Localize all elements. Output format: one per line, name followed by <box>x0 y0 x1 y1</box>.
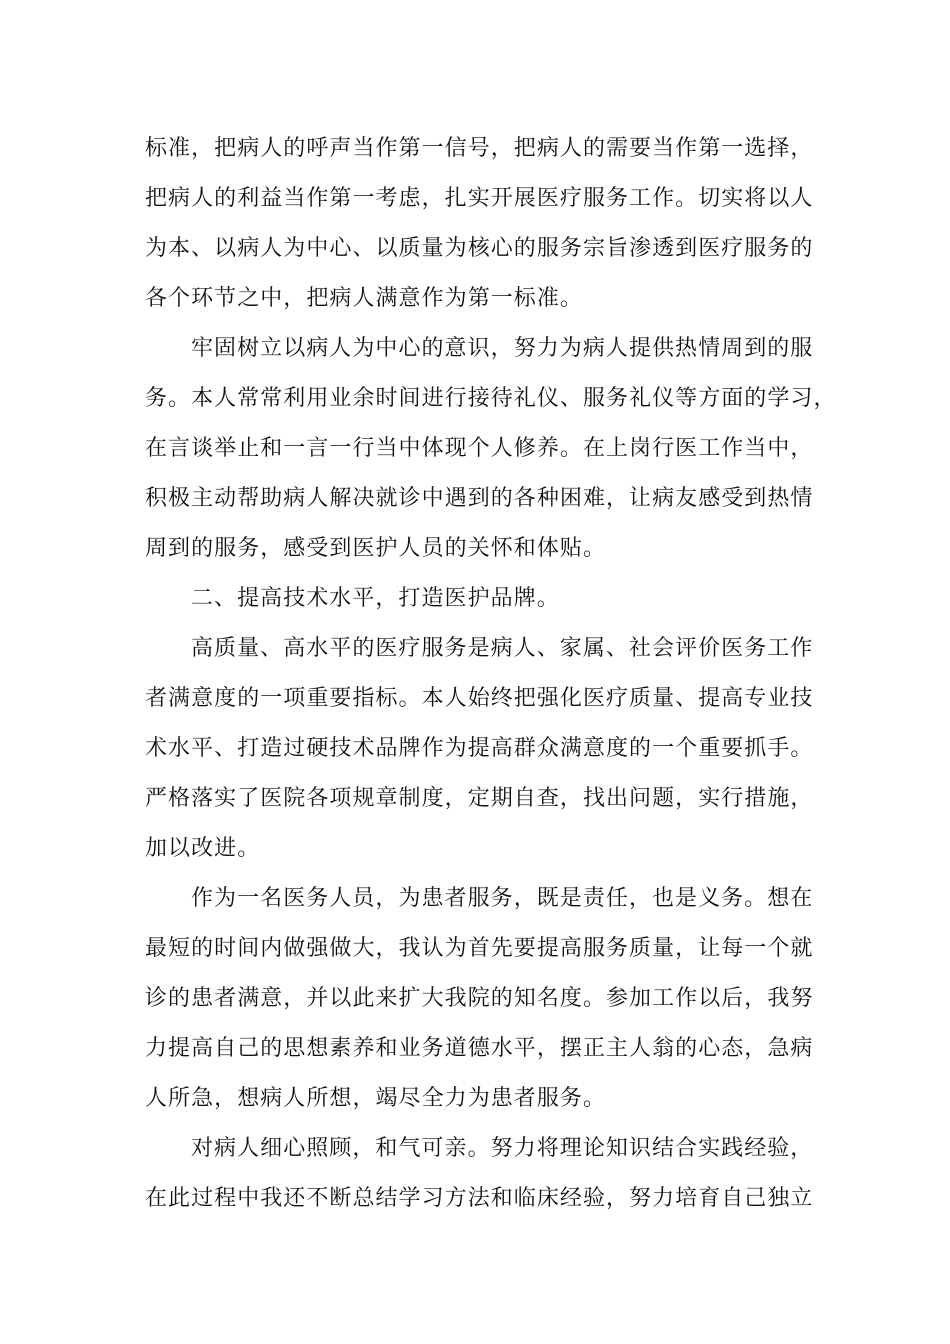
text-line: 诊的患者满意，并以此来扩大我院的知名度。参加工作以后，我努 <box>145 986 814 1011</box>
text-line: 最短的时间内做强做大，我认为首先要提高服务质量，让每一个就 <box>145 936 814 961</box>
text-line: 在此过程中我还不断总结学习方法和临床经验，努力培育自己独立 <box>145 1186 814 1211</box>
paragraph-first-line: 牢固树立以病人为中心的意识，努力为病人提供热情周到的服 <box>191 336 814 361</box>
text-line: 者满意度的一项重要指标。本人始终把强化医疗质量、提高专业技 <box>145 686 814 711</box>
paragraph-first-line: 高质量、高水平的医疗服务是病人、家属、社会评价医务工作 <box>191 636 814 661</box>
text-line: 把病人的利益当作第一考虑，扎实开展医疗服务工作。切实将以人 <box>145 186 814 211</box>
text-line: 在言谈举止和一言一行当中体现个人修养。在上岗行医工作当中， <box>145 436 814 461</box>
text-line: 务。本人常常利用业余时间进行接待礼仪、服务礼仪等方面的学习， <box>145 386 837 411</box>
text-line: 为本、以病人为中心、以质量为核心的服务宗旨渗透到医疗服务的 <box>145 236 814 261</box>
text-line: 各个环节之中，把病人满意作为第一标准。 <box>145 286 583 311</box>
text-line: 人所急，想病人所想，竭尽全力为患者服务。 <box>145 1086 607 1111</box>
paragraph-first-line: 作为一名医务人员，为患者服务，既是责任，也是义务。想在 <box>191 886 814 911</box>
paragraph-first-line: 对病人细心照顾，和气可亲。努力将理论知识结合实践经验， <box>191 1136 814 1161</box>
text-line: 积极主动帮助病人解决就诊中遇到的各种困难，让病友感受到热情 <box>145 486 814 511</box>
text-line: 周到的服务，感受到医护人员的关怀和体贴。 <box>145 536 607 561</box>
section-heading: 二、提高技术水平，打造医护品牌。 <box>191 586 560 611</box>
text-line: 力提高自己的思想素养和业务道德水平，摆正主人翁的心态，急病 <box>145 1036 814 1061</box>
text-line: 加以改进。 <box>145 836 261 861</box>
text-line: 标准，把病人的呼声当作第一信号，把病人的需要当作第一选择， <box>145 136 814 161</box>
text-line: 严格落实了医院各项规章制度，定期自查，找出问题，实行措施， <box>145 786 814 811</box>
text-line: 术水平、打造过硬技术品牌作为提高群众满意度的一个重要抓手。 <box>145 736 814 761</box>
